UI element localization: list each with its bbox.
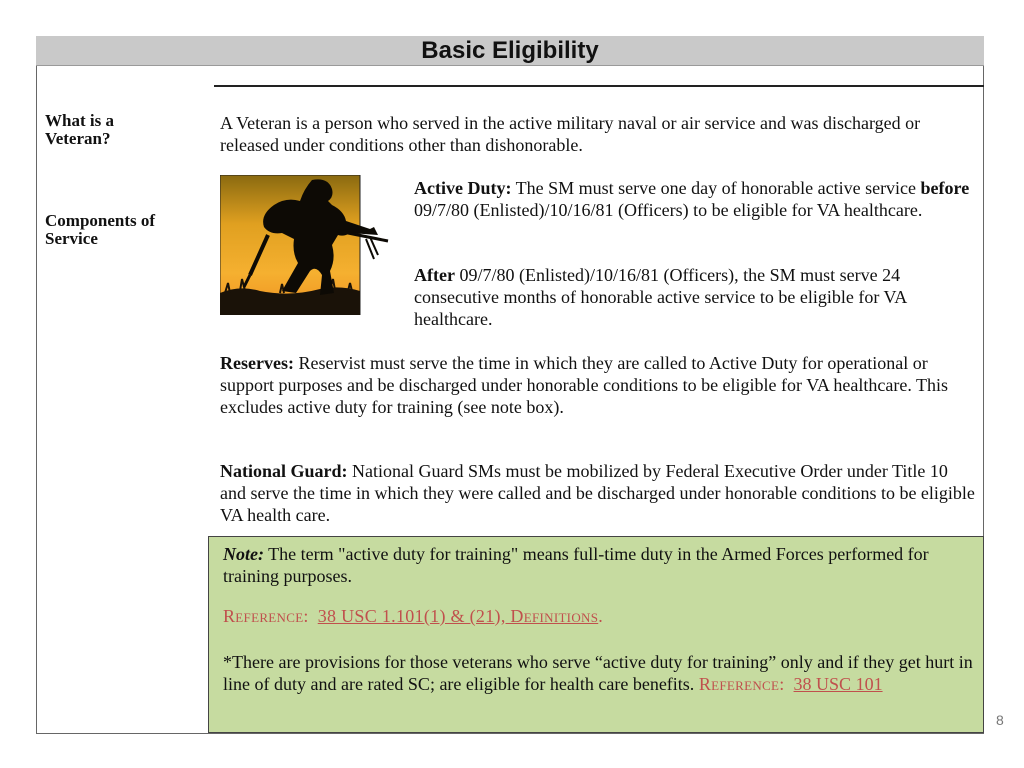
national-guard-heading: National Guard: [220,461,348,481]
reserves-paragraph [220,352,970,418]
components-label: Components of Service [45,211,156,248]
veteran-label: What is a Veteran? [45,111,114,148]
reference2-link[interactable]: 38 USC 101 [793,674,883,694]
reference-label: Reference: [223,606,309,626]
provision-paragraph [223,651,977,695]
reserves-text: Reservist must serve the time in which they are called to Active Duty for operational or support purposes and be discharged under honorable conditions to be eligible for VA healthcare. This excludes active duty for training (see note box). [220,353,949,417]
soldier-silhouette-image [220,175,392,315]
active-duty-text-1: The SM must serve one day of honorable active service [515,178,917,198]
active-duty-before: before [920,178,970,198]
veteran-definition: A Veteran is a person who served in the active military naval or air service and was discharged or released under conditions other than dishonorable. [220,113,921,155]
reference-line [223,605,975,627]
active-duty-paragraph [414,177,974,221]
national-guard-paragraph [220,460,975,526]
note-text: The term "active duty for training" means full-time duty in the Armed Forces performed for training purposes. [223,544,929,586]
reference2-label: Reference: [698,674,785,694]
after-heading: After [414,265,455,285]
page-title: Basic Eligibility [421,37,599,64]
page-number: 8 [996,712,1004,728]
reserves-heading: Reserves: [220,353,294,373]
active-duty-heading: Active Duty: [414,178,512,198]
after-paragraph [414,264,974,330]
note-box [208,536,984,733]
title-bar [36,36,984,66]
national-guard-text: National Guard SMs must be mobilized by Federal Executive Order under Title 10 and serve the time in which they were called and be discharged under honorable conditions to be eligible VA health care. [220,461,975,525]
reference-link[interactable]: 38 USC 1.101(1) & (21), Definitions [317,606,599,626]
header-divider [214,85,984,87]
note-paragraph [223,543,975,587]
active-duty-text-2: 09/7/80 (Enlisted)/10/16/81 (Officers) to be eligible for VA healthcare. [414,200,923,220]
note-label: Note: [223,544,264,564]
after-text: 09/7/80 (Enlisted)/10/16/81 (Officers), the SM must serve 24 consecutive months of honorable active service to be eligible for VA healthcare. [414,265,907,329]
reference-period: . [598,606,603,626]
provision-text: *There are provisions for those veterans who serve “active duty for training” only and if they get hurt in line of duty and are rated SC; are eligible for health care benefits. [223,652,973,694]
